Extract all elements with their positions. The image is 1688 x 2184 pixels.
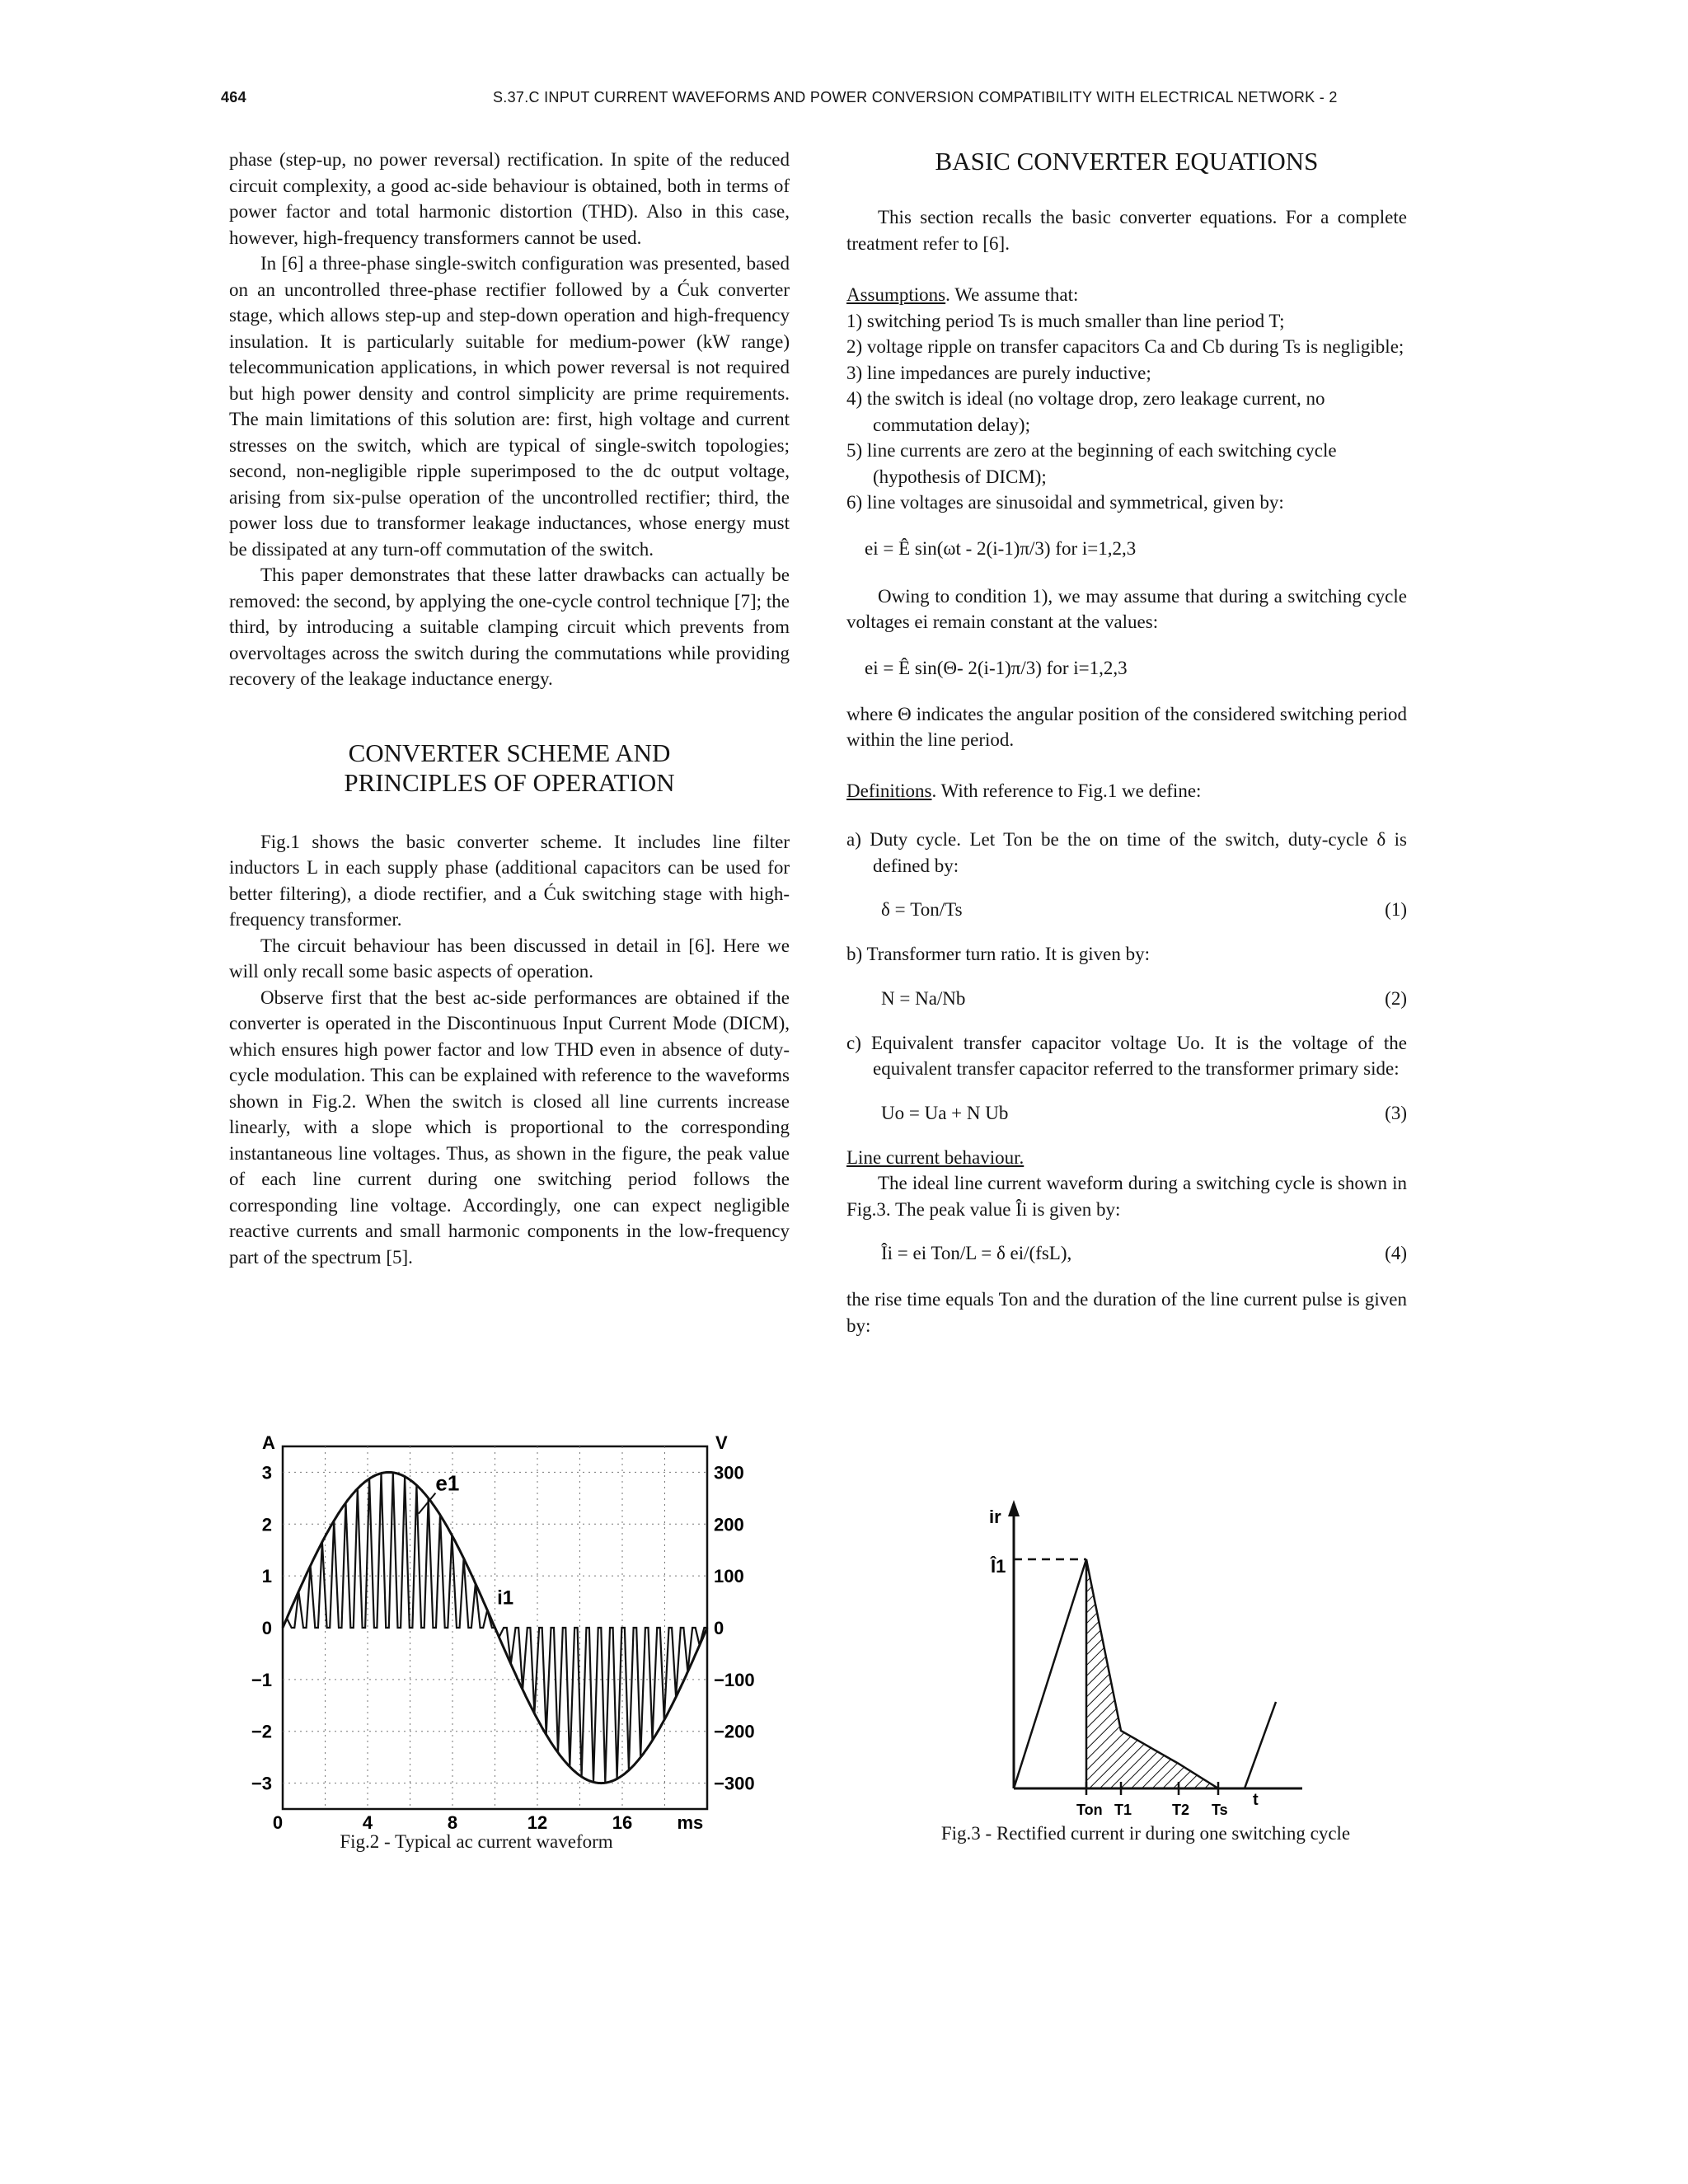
paragraph: Observe first that the best ac-side performances are obtained if the converter is operated in the Discontinuous Input Current Mode (DICM), which ensures high power factor and low THD even in absence of duty-cycle modulation. This can be explained with reference to the waveforms shown in Fig.2. When the switch is closed all line currents increase linearly, with a slope which is proportional to the corresponding instantaneous line voltages. Thus, as shown in the figure, the peak value of each line current during one switching period follows the corresponding line voltage. Accordingly, one can expect negligible reactive currents and small harmonic components in the low-frequency part of the spectrum [5].	[229, 987, 790, 1268]
section-heading-line: CONVERTER SCHEME AND	[348, 738, 671, 767]
equation-3	[846, 1100, 1407, 1127]
left-axis-unit: A	[262, 1432, 275, 1454]
left-tick-label: −3	[251, 1773, 272, 1794]
right-tick-label: −200	[714, 1721, 755, 1742]
line-current-title-text: Line current behaviour.	[846, 1146, 1025, 1168]
right-tick-label: 100	[714, 1566, 744, 1587]
assumptions-intro	[846, 282, 1407, 308]
x-tick-label: 8	[447, 1812, 458, 1830]
hatched-fall-region	[1086, 1559, 1218, 1788]
x-tick-label: 16	[612, 1812, 633, 1830]
paragraph: Owing to condition 1), we may assume that during a switching cycle voltages ei remain constant at the values:	[846, 585, 1407, 632]
list-item: 2) voltage ripple on transfer capacitors Ca and Cb during Ts is negligible;	[846, 336, 1404, 357]
left-column	[229, 147, 790, 1270]
next-pulse-edge	[1245, 1702, 1276, 1788]
fig3-diagram	[882, 1492, 1409, 1821]
paragraph: where Θ indicates the angular position of the considered switching period within the line period.	[846, 703, 1407, 750]
figure-3	[882, 1492, 1409, 1863]
right-tick-label: 0	[714, 1618, 724, 1638]
label-i1: i1	[497, 1586, 514, 1610]
equation-text: N = Na/Nb	[881, 987, 966, 1009]
right-axis-unit: V	[715, 1432, 728, 1454]
list-item: 1) switching period Ts is much smaller than line period T;	[846, 310, 1285, 331]
definitions-intro	[846, 778, 1407, 804]
equation-number: (3)	[1385, 1102, 1407, 1123]
paragraph: This paper demonstrates that these latter drawbacks can actually be removed: the second, by applying the one-cycle control technique [7]; the third, by introducing a suitable clamping circuit which prevents from overvoltages across the switch during the commutations while providing recovery of the leakage inductance energy.	[229, 565, 790, 689]
x-tick-label: 0	[272, 1812, 284, 1830]
definition-a: a) Duty cycle. Let Ton be the on time of the switch, duty-cycle δ is defined by:	[846, 829, 1407, 876]
paragraph: This section recalls the basic converter equations. For a complete treatment refer to [6].	[846, 207, 1407, 254]
list-item: 6) line voltages are sinusoidal and symmetrical, given by:	[846, 492, 1284, 513]
equation-number: (2)	[1385, 987, 1407, 1009]
list-item: 4) the switch is ideal (no voltage drop, zero leakage current, no commutation delay);	[846, 388, 1325, 435]
rising-edge	[1014, 1559, 1086, 1788]
definition-b: b) Transformer turn ratio. It is given by:	[846, 944, 1150, 964]
waveforms	[283, 1472, 707, 1783]
fig3-y-label: ir	[989, 1507, 1001, 1527]
x-tick-label: 4	[362, 1812, 373, 1830]
right-tick-label: −300	[714, 1773, 755, 1794]
right-tick-label: −100	[714, 1669, 755, 1690]
fig3-x-label: t	[1253, 1791, 1259, 1809]
paragraph: phase (step-up, no power reversal) rectification. In spite of the reduced circuit complexity, a good ac-side behaviour is obtained, both in terms of power factor and total harmonic distortion (THD). Also in this case, however, high-frequency transformers cannot be used.	[229, 149, 790, 248]
fig3-tick-label: Ton	[1076, 1802, 1103, 1818]
assumptions-title: Assumptions	[846, 284, 946, 305]
equation-2	[846, 986, 1407, 1012]
y-axis-arrow	[1008, 1500, 1020, 1516]
left-tick-label: 3	[261, 1462, 272, 1483]
paragraph: The ideal line current waveform during a switching cycle is shown in Fig.3. The peak value Îi is given by:	[846, 1173, 1407, 1220]
page-header	[221, 89, 1408, 114]
x-tick-label: 12	[527, 1812, 548, 1830]
fig3-tick-label: T2	[1172, 1802, 1190, 1818]
definitions-title: Definitions	[846, 780, 932, 801]
assumptions-lead: . We assume that:	[945, 284, 1079, 305]
equation-4	[846, 1240, 1407, 1267]
fig3-caption: Fig.3 - Rectified current ir during one switching cycle	[940, 1823, 1351, 1844]
label-e1: e1	[435, 1470, 460, 1496]
fig2-caption: Fig.2 - Typical ac current waveform	[340, 1831, 613, 1852]
equation-line-voltage: ei = Ê sin(ωt - 2(i-1)π/3) for i=1,2,3	[865, 537, 1137, 559]
assumptions-list	[846, 308, 1407, 516]
running-head: S.37.C INPUT CURRENT WAVEFORMS AND POWER CONVERSION COMPATIBILITY WITH ELECTRICAL NETWORK - 2	[493, 89, 1338, 105]
right-column	[846, 147, 1407, 1338]
list-item: 5) line currents are zero at the beginning of each switching cycle (hypothesis of DICM);	[846, 440, 1337, 487]
right-tick-label: 300	[714, 1462, 744, 1483]
definitions-lead: . With reference to Fig.1 we define:	[931, 780, 1202, 801]
left-tick-label: 0	[261, 1618, 272, 1638]
fig3-tick-label: T1	[1114, 1802, 1132, 1818]
page-number: 464	[221, 89, 246, 105]
fig2-chart	[229, 1426, 806, 1830]
list-item: 3) line impedances are purely inductive;	[846, 362, 1151, 383]
paragraph: the rise time equals Ton and the duration of the line current pulse is given by:	[846, 1289, 1407, 1336]
section-heading-line: PRINCIPLES OF OPERATION	[344, 767, 675, 797]
equation-text: Uo = Ua + N Ub	[881, 1102, 1009, 1123]
fig3-peak-label: Î1	[991, 1556, 1006, 1577]
line-current-title	[846, 1145, 1407, 1171]
paragraph: Fig.1 shows the basic converter scheme. It includes line filter inductors L in each supply phase (additional capacitors can be used for better filtering), a diode rectifier, and a Ćuk switching stage with high-frequency transformer.	[229, 831, 790, 930]
left-tick-label: 1	[261, 1566, 272, 1587]
section-heading: BASIC CONVERTER EQUATIONS	[935, 147, 1319, 176]
left-tick-label: −2	[251, 1721, 272, 1742]
definition-c: c) Equivalent transfer capacitor voltage Uo. It is the voltage of the equivalent transfer capacitor referred to the transformer primary side:	[846, 1032, 1407, 1079]
figure-2	[229, 1426, 806, 1863]
equation-text: Îi = ei Ton/L = δ ei/(fsL),	[881, 1243, 1072, 1263]
paragraph: In [6] a three-phase single-switch configuration was presented, based on an uncontrolled three-phase rectifier followed by a Ćuk converter stage, which allows step-up and step-down operation and high-frequency insulation. It is particularly suitable for medium-power (kW range) telecommunication applications, in which power reversal is not required but high power density and control simplicity are prime requirements. The main limitations of this solution are: first, high voltage and current stresses on the switch, which are typical of single-switch topologies; second, non-negligible ripple superimposed to the dc output voltage, arising from six-pulse operation of the uncontrolled rectifier; third, the power loss due to transformer leakage inductances, whose energy must be dissipated at any turn-off commutation of the switch.	[229, 253, 790, 560]
fig3-tick-label: Ts	[1212, 1802, 1228, 1818]
equation-1	[846, 897, 1407, 923]
left-tick-label: 2	[261, 1514, 272, 1535]
right-tick-label: 200	[714, 1514, 744, 1535]
equation-number: (4)	[1385, 1243, 1407, 1263]
x-unit-label: ms	[677, 1812, 704, 1830]
paragraph: The circuit behaviour has been discussed in detail in [6]. Here we will only recall some basic aspects of operation.	[229, 935, 790, 982]
equation-const-voltage: ei = Ê sin(Θ- 2(i-1)π/3) for i=1,2,3	[865, 657, 1128, 678]
equation-text: δ = Ton/Ts	[881, 899, 963, 920]
left-tick-label: −1	[251, 1669, 272, 1690]
equation-number: (1)	[1385, 899, 1407, 920]
section-heading	[229, 738, 790, 798]
